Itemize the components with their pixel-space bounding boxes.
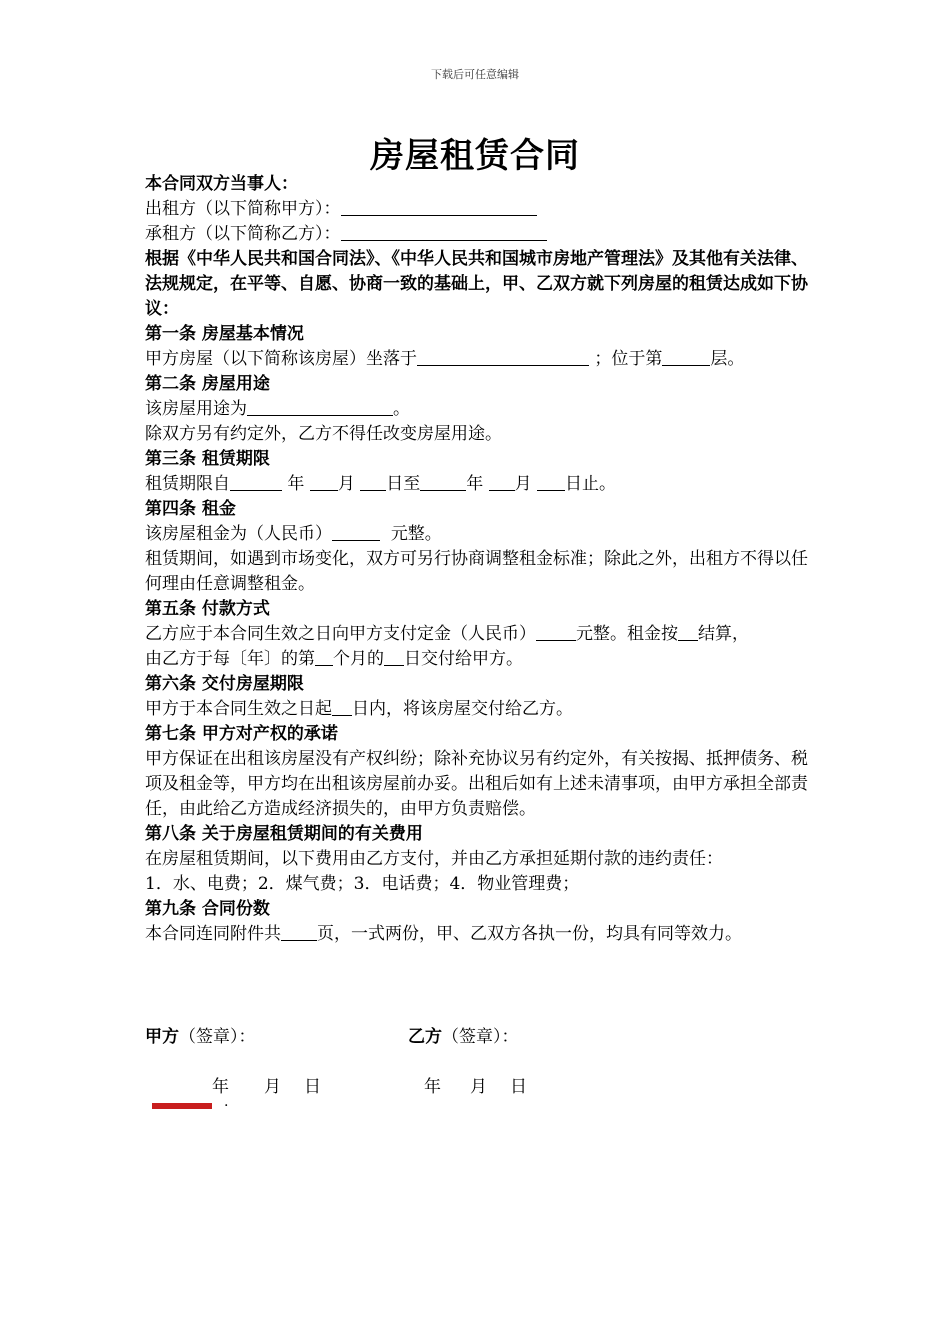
- art3-heading: 第三条 租赁期限: [145, 449, 270, 469]
- party-a-signature: [145, 1022, 256, 1047]
- art9-text-2: 页，一式两份，甲、乙双方各执一份，均具有同等效力。: [317, 924, 742, 944]
- party-b-day: 日: [510, 1077, 527, 1097]
- party-b-date: [424, 1072, 527, 1097]
- party-a-label: 甲方: [145, 1027, 179, 1047]
- header-note: 下载后可任意编辑: [431, 68, 519, 81]
- lessor-blank[interactable]: [341, 198, 537, 216]
- art1-heading: 第一条 房屋基本情况: [145, 324, 304, 344]
- art3-text-3: 月: [337, 474, 355, 494]
- art5-line-1: [145, 622, 815, 647]
- party-b-month: 月: [470, 1077, 487, 1097]
- art4-heading: 第四条 租金: [145, 499, 236, 519]
- art3-text-7: 日止。: [565, 474, 617, 494]
- lessee-line: [145, 222, 815, 247]
- art1-text-3: 层。: [710, 349, 745, 369]
- art5-text-1: 乙方应于本合同生效之日向甲方支付定金（人民币）: [145, 624, 536, 644]
- start-month-blank[interactable]: [310, 473, 338, 491]
- lessor-line: [145, 197, 815, 222]
- party-b-label: 乙方: [408, 1027, 442, 1047]
- delivery-days-blank[interactable]: [332, 698, 352, 716]
- location-blank[interactable]: [417, 348, 589, 366]
- art9-heading: 第九条 合同份数: [145, 899, 270, 919]
- party-b-year: 年: [424, 1077, 441, 1097]
- art5-text-2: 元整。租金按: [576, 624, 678, 644]
- party-a-month: 月: [264, 1077, 281, 1097]
- art4-line-2: 租赁期间，如遇到市场变化，双方可另行协商调整租金标准；除此之外，出租方不得以任何理由任意调整租金。: [145, 549, 808, 594]
- party-b-sign-label: （签章）：: [442, 1027, 519, 1047]
- lessee-label: 承租方（以下简称乙方）：: [145, 224, 341, 244]
- deposit-blank[interactable]: [536, 623, 576, 641]
- art2-heading: 第二条 房屋用途: [145, 374, 270, 394]
- rent-blank[interactable]: [332, 523, 380, 541]
- art5-text-6: 日交付给甲方。: [404, 649, 523, 669]
- art6-text-2: 日内，将该房屋交付给乙方。: [352, 699, 573, 719]
- pages-blank[interactable]: [281, 923, 317, 941]
- party-a-day: 日: [304, 1077, 321, 1097]
- art2-line-2: 除双方另有约定外，乙方不得任改变房屋用途。: [145, 424, 502, 444]
- usage-blank[interactable]: [247, 398, 393, 416]
- art2-text-1: 该房屋用途为: [145, 399, 247, 419]
- red-mark: [152, 1103, 212, 1109]
- settlement-blank[interactable]: [678, 623, 698, 641]
- start-year-blank[interactable]: [230, 473, 282, 491]
- art1-text-2: ；位于第: [594, 349, 663, 369]
- party-b-signature: [408, 1022, 519, 1047]
- art3-text-1: 租赁期限自: [145, 474, 230, 494]
- art2-text-2: 。: [393, 399, 410, 419]
- party-a-sign-label: （签章）：: [179, 1027, 256, 1047]
- art3-text-5: 年: [466, 474, 484, 494]
- preamble: 根据《中华人民共和国合同法》、《中华人民共和国城市房地产管理法》及其他有关法律、法规规定，在平等、自愿、协商一致的基础上，甲、乙双方就下列房屋的租赁达成如下协议：: [145, 249, 808, 319]
- art8-line-1: 在房屋租赁期间，以下费用由乙方支付，并由乙方承担延期付款的违约责任：: [145, 849, 723, 869]
- art3-text-4: 日至: [386, 474, 421, 494]
- art2-line-1: [145, 397, 815, 422]
- end-day-blank[interactable]: [537, 473, 565, 491]
- art4-line-1: [145, 522, 815, 547]
- end-year-blank[interactable]: [420, 473, 466, 491]
- art5-line-2: [145, 647, 815, 672]
- art9-line: [145, 922, 815, 947]
- start-day-blank[interactable]: [360, 473, 386, 491]
- art3-text-6: 月: [514, 474, 532, 494]
- pay-month-blank[interactable]: [315, 648, 333, 666]
- page-title: 房屋租赁合同: [370, 136, 580, 176]
- art6-text-1: 甲方于本合同生效之日起: [145, 699, 332, 719]
- lessee-blank[interactable]: [341, 223, 547, 241]
- art7-text: 甲方保证在出租该房屋没有产权纠纷；除补充协议另有约定外，有关按揭、抵押债务、税项及租金等，甲方均在出租该房屋前办妥。出租后如有上述未清事项，由甲方承担全部责任，由此给乙方造成经济损失的，由甲方负责赔偿。: [145, 749, 808, 819]
- art6-line: [145, 697, 815, 722]
- art6-heading: 第六条 交付房屋期限: [145, 674, 304, 694]
- floor-blank[interactable]: [662, 348, 710, 366]
- art5-text-3: 结算，: [698, 624, 749, 644]
- lessor-label: 出租方（以下简称甲方）：: [145, 199, 341, 219]
- art8-heading: 第八条 关于房屋租赁期间的有关费用: [145, 824, 423, 844]
- trailing-dot: .: [224, 1094, 229, 1110]
- art4-text-2: 元整。: [390, 524, 442, 544]
- art3-line: [145, 472, 815, 497]
- art3-text-2: 年: [287, 474, 305, 494]
- art4-text-1: 该房屋租金为（人民币）: [145, 524, 332, 544]
- parties-intro: 本合同双方当事人：: [145, 174, 298, 194]
- art5-heading: 第五条 付款方式: [145, 599, 270, 619]
- art7-heading: 第七条 甲方对产权的承诺: [145, 724, 338, 744]
- art9-text-1: 本合同连同附件共: [145, 924, 281, 944]
- contract-body: [145, 172, 815, 947]
- art5-text-4: 由乙方于每〔年〕的第: [145, 649, 315, 669]
- art1-line: [145, 347, 815, 372]
- art1-text-1: 甲方房屋（以下简称该房屋）坐落于: [145, 349, 417, 369]
- pay-day-blank[interactable]: [384, 648, 404, 666]
- art5-text-5: 个月的: [333, 649, 384, 669]
- end-month-blank[interactable]: [489, 473, 515, 491]
- art8-line-2: 1．水、电费；2．煤气费；3．电话费；4．物业管理费；: [145, 874, 580, 894]
- party-a-year: 年: [212, 1077, 229, 1097]
